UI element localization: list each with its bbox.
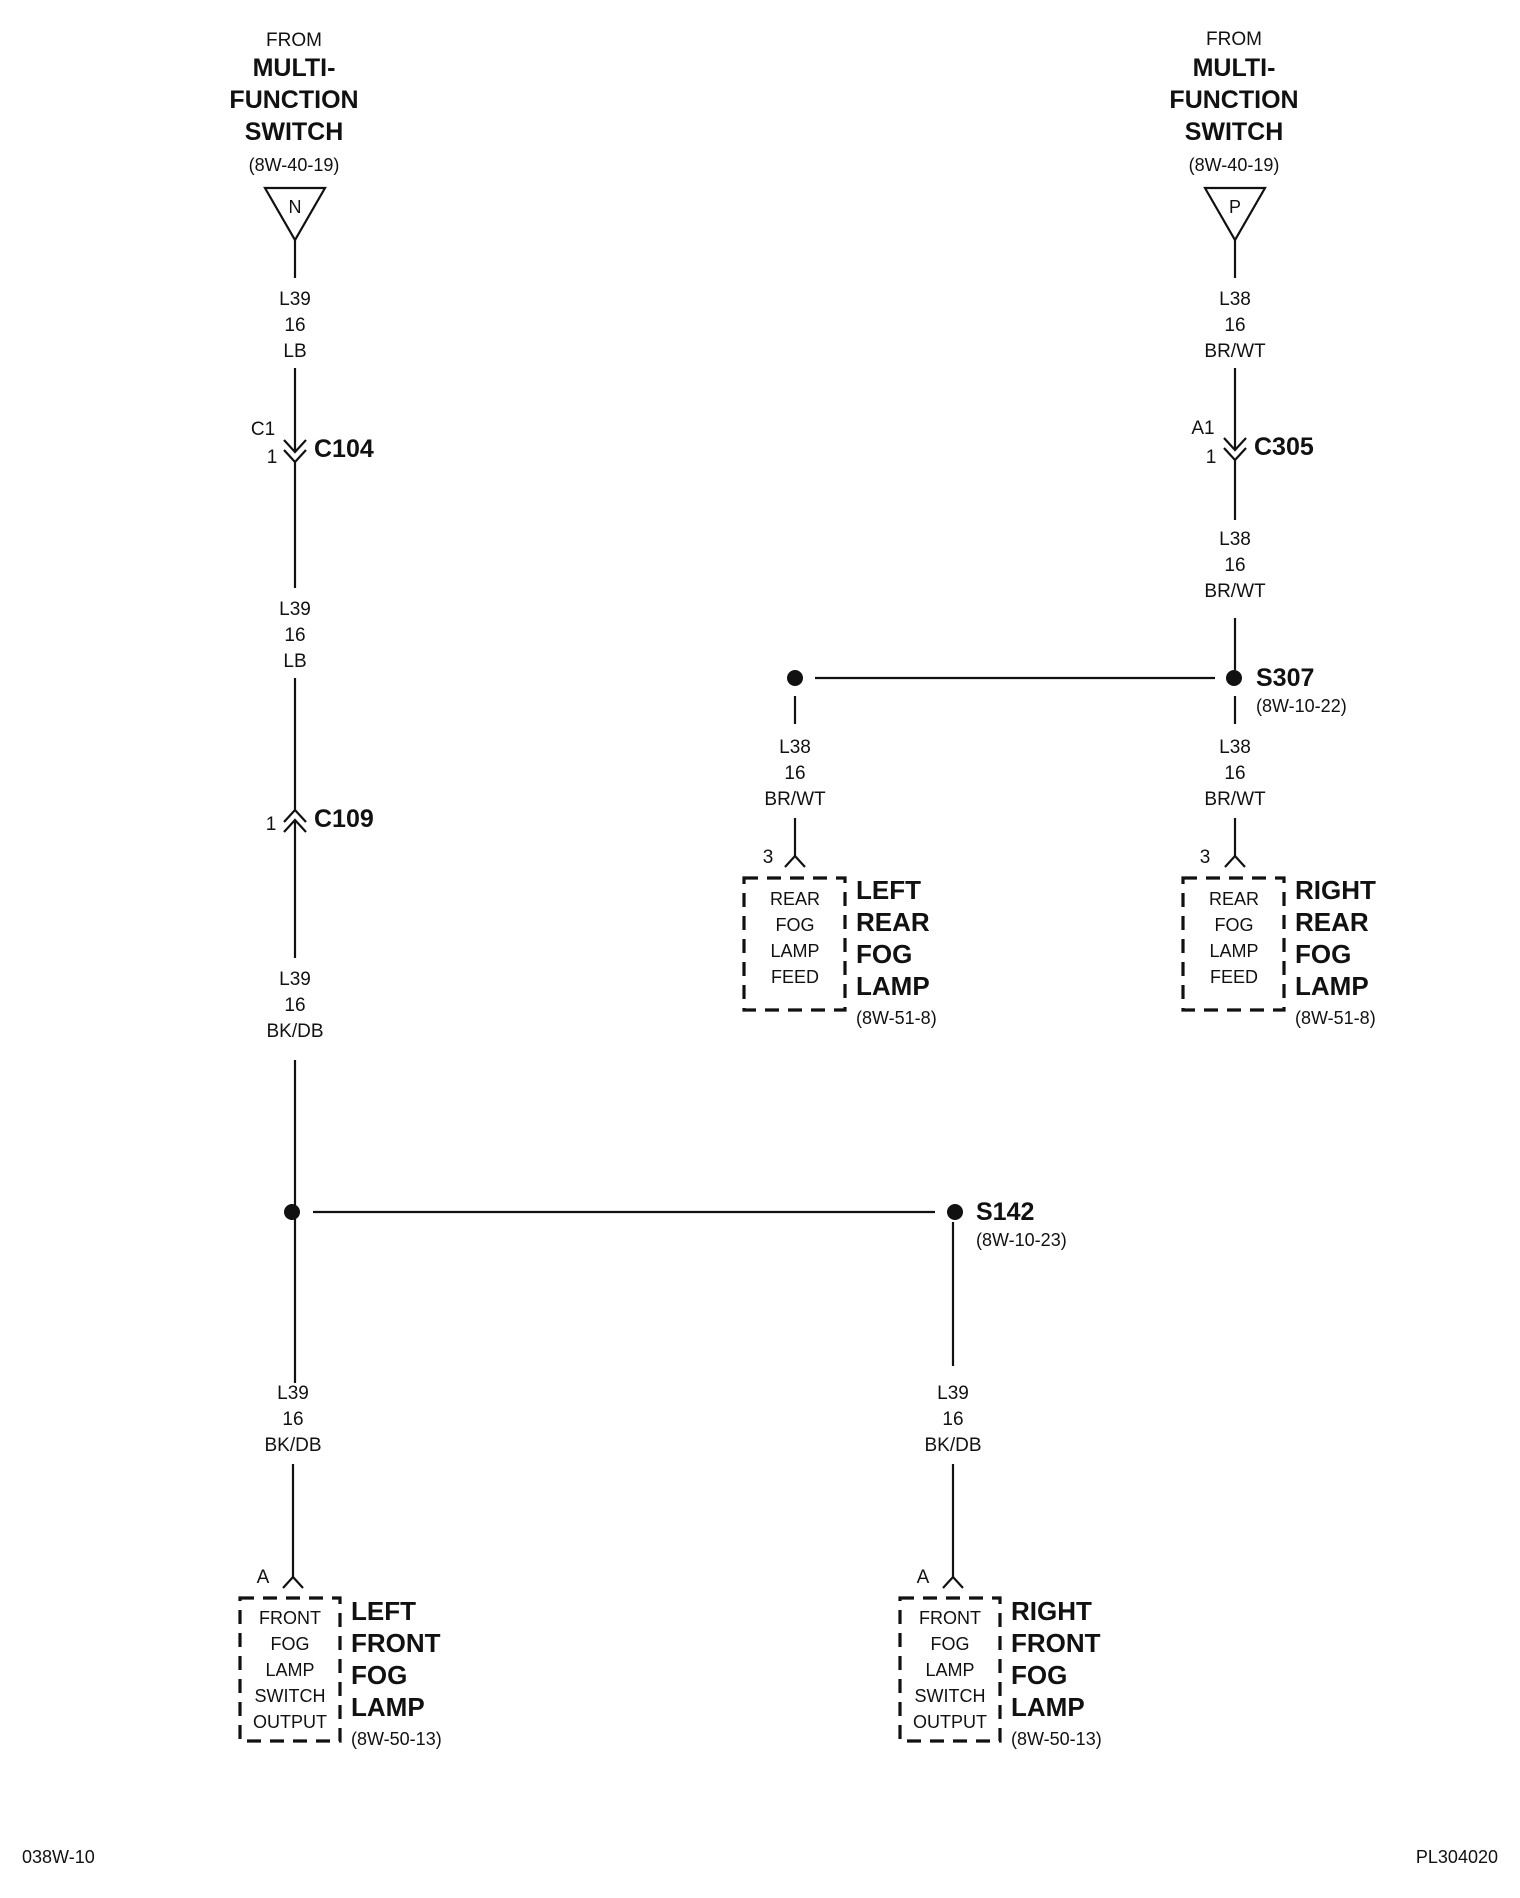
source-left-ref: (8W-40-19)	[248, 155, 340, 175]
wire-label-l39-front-left	[264, 1383, 321, 1456]
source-right-title-1: MULTI-	[1192, 54, 1276, 82]
source-right-from: FROM	[1206, 29, 1262, 50]
s307-name: S307	[1256, 664, 1315, 692]
wire-label-l38-rear-left	[764, 737, 826, 810]
right-rear-title-2: REAR	[1295, 907, 1369, 937]
wire-gauge: 16	[1224, 763, 1246, 784]
left-front-terminal-chevron	[283, 1577, 303, 1588]
wire-circuit: L38	[1219, 529, 1251, 550]
left-rear-ref: (8W-51-8)	[856, 1008, 937, 1028]
right-front-title-1: RIGHT	[1011, 1596, 1092, 1626]
wire-gauge: 16	[1224, 555, 1246, 576]
wire-circuit: L39	[279, 969, 311, 990]
wire-color: BR/WT	[1204, 341, 1266, 362]
wire-gauge: 16	[282, 1409, 304, 1430]
footer-left-code: 038W-10	[22, 1847, 95, 1867]
left-rear-box-line-3: LAMP	[770, 941, 820, 961]
right-rear-box-line-1: REAR	[1208, 889, 1260, 909]
splice-s307-left-dot	[787, 670, 803, 686]
s142-ref: (8W-10-23)	[976, 1230, 1067, 1250]
splice-s142	[976, 1198, 1067, 1250]
wire-label-l39-mid	[279, 599, 311, 672]
left-rear-title-4: LAMP	[856, 971, 930, 1001]
source-left-terminal-label: N	[288, 197, 302, 217]
left-rear-terminal-chevron	[785, 856, 805, 867]
component-right-front-fog-lamp	[900, 1567, 1102, 1749]
right-front-box-line-4: SWITCH	[914, 1686, 986, 1706]
right-front-title-3: FOG	[1011, 1660, 1068, 1690]
wire-circuit: L39	[937, 1383, 969, 1404]
wire-circuit: L39	[279, 289, 311, 310]
source-left-title-1: MULTI-	[252, 54, 336, 82]
right-rear-box-line-3: LAMP	[1209, 941, 1259, 961]
wire-label-l39-front-right	[924, 1383, 981, 1456]
wire-circuit: L39	[279, 599, 311, 620]
source-right	[1169, 29, 1298, 240]
right-rear-title-1: RIGHT	[1295, 875, 1376, 905]
wire-color: BR/WT	[1204, 789, 1266, 810]
c109-pin: 1	[265, 814, 277, 835]
component-left-front-fog-lamp	[240, 1567, 442, 1749]
wire-label-l38-top	[1204, 289, 1266, 362]
wire-circuit: L39	[277, 1383, 309, 1404]
wire-label-l39-low	[266, 969, 323, 1042]
right-rear-ref: (8W-51-8)	[1295, 1008, 1376, 1028]
s307-ref: (8W-10-22)	[1256, 696, 1347, 716]
right-front-terminal-chevron	[943, 1577, 963, 1588]
wire-gauge: 16	[942, 1409, 964, 1430]
c104-cavity: C1	[250, 419, 276, 440]
left-front-box-line-5: OUTPUT	[253, 1712, 327, 1732]
wire-gauge: 16	[284, 315, 306, 336]
s142-name: S142	[976, 1198, 1035, 1226]
c109-name: C109	[314, 805, 374, 833]
wire-gauge: 16	[284, 625, 306, 646]
left-rear-title-3: FOG	[856, 939, 913, 969]
right-rear-terminal-chevron	[1225, 856, 1245, 867]
wire-circuit: L38	[779, 737, 811, 758]
left-rear-box-line-4: FEED	[770, 967, 820, 987]
wire-color: LB	[283, 651, 307, 672]
wire-color: BR/WT	[764, 789, 826, 810]
left-rear-pin: 3	[762, 847, 774, 868]
wire-label-l39-top	[279, 289, 311, 362]
wire-circuit: L38	[1219, 289, 1251, 310]
source-left-from: FROM	[266, 30, 322, 51]
connector-c109	[266, 805, 374, 835]
right-front-ref: (8W-50-13)	[1011, 1729, 1102, 1749]
source-left-title-3: SWITCH	[244, 118, 344, 146]
left-front-box-line-4: SWITCH	[254, 1686, 326, 1706]
source-left	[229, 30, 358, 240]
wire-color: BK/DB	[264, 1435, 322, 1456]
left-rear-box-line-1: REAR	[769, 889, 821, 909]
wire-color: LB	[283, 341, 307, 362]
wire-gauge: 16	[284, 995, 306, 1016]
footer-right-code: PL304020	[1415, 1847, 1498, 1867]
source-right-title-3: SWITCH	[1184, 118, 1284, 146]
right-front-title-4: LAMP	[1011, 1692, 1085, 1722]
right-rear-title-4: LAMP	[1295, 971, 1369, 1001]
component-left-rear-fog-lamp	[744, 847, 937, 1028]
right-rear-pin: 3	[1199, 847, 1211, 868]
left-front-title-3: FOG	[351, 1660, 408, 1690]
wire-color: BK/DB	[266, 1021, 324, 1042]
right-front-box-line-3: LAMP	[925, 1660, 975, 1680]
right-rear-title-3: FOG	[1295, 939, 1352, 969]
right-front-box-line-2: FOG	[930, 1634, 970, 1654]
c305-cavity: A1	[1191, 418, 1215, 439]
source-left-title-2: FUNCTION	[229, 86, 359, 114]
wire-label-l38-mid	[1204, 529, 1266, 602]
left-rear-box-line-2: FOG	[775, 915, 815, 935]
right-front-title-2: FRONT	[1011, 1628, 1101, 1658]
left-front-title-4: LAMP	[351, 1692, 425, 1722]
left-front-box-line-1: FRONT	[259, 1608, 321, 1628]
left-rear-title-1: LEFT	[856, 875, 921, 905]
source-right-terminal-label: P	[1228, 197, 1242, 217]
left-front-ref: (8W-50-13)	[351, 1729, 442, 1749]
wire-circuit: L38	[1219, 737, 1251, 758]
c104-pin: 1	[266, 447, 278, 468]
c104-name: C104	[314, 435, 374, 463]
wire-gauge: 16	[784, 763, 806, 784]
connector-c305	[1191, 418, 1313, 468]
wire-gauge: 16	[1224, 315, 1246, 336]
wire-color: BR/WT	[1204, 581, 1266, 602]
right-front-box-line-5: OUTPUT	[913, 1712, 987, 1732]
right-rear-box-line-4: FEED	[1209, 967, 1259, 987]
right-front-box-line-1: FRONT	[919, 1608, 981, 1628]
splice-s142-dot	[947, 1204, 963, 1220]
right-rear-box-line-2: FOG	[1214, 915, 1254, 935]
right-front-pin: A	[916, 1567, 930, 1588]
splice-s307-dot	[1226, 670, 1242, 686]
left-front-box-line-3: LAMP	[265, 1660, 315, 1680]
c305-name: C305	[1254, 433, 1314, 461]
left-front-title-2: FRONT	[351, 1628, 441, 1658]
source-right-title-2: FUNCTION	[1169, 86, 1299, 114]
wire-color: BK/DB	[924, 1435, 982, 1456]
left-front-title-1: LEFT	[351, 1596, 416, 1626]
splice-s307	[1256, 664, 1347, 716]
connector-c104	[251, 419, 374, 468]
left-rear-title-2: REAR	[856, 907, 930, 937]
component-right-rear-fog-lamp	[1183, 847, 1376, 1028]
left-front-box-line-2: FOG	[270, 1634, 310, 1654]
left-front-pin: A	[256, 1567, 270, 1588]
splice-s142-left-dot	[284, 1204, 300, 1220]
wire-label-l38-rear-right	[1204, 737, 1266, 810]
source-right-ref: (8W-40-19)	[1188, 155, 1280, 175]
c305-pin: 1	[1205, 447, 1217, 468]
